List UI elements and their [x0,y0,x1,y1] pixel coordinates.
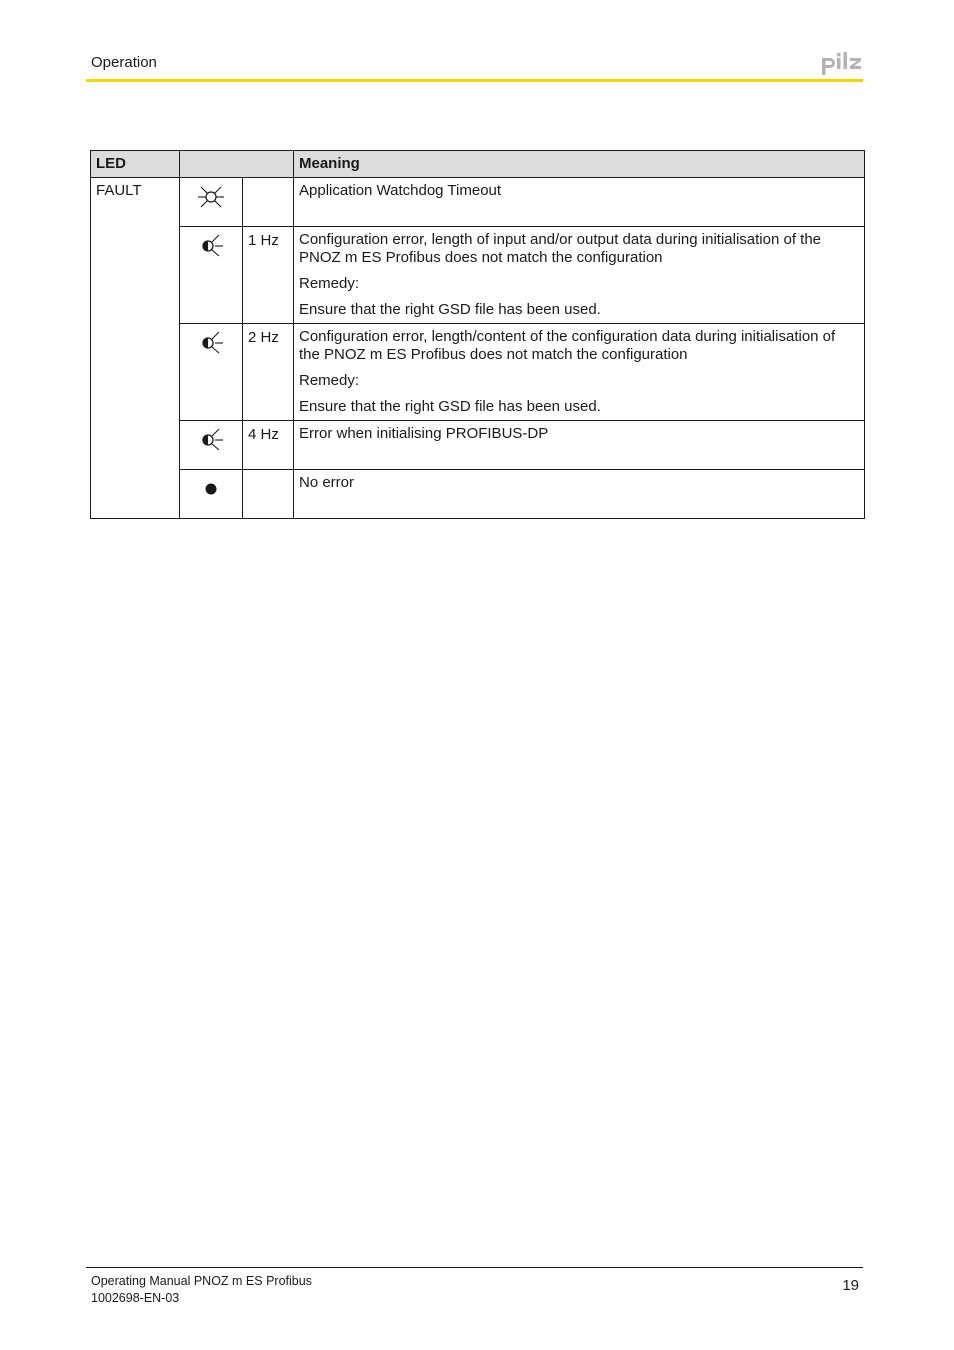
meaning-cell [294,470,865,519]
led-state-symbol [180,470,243,519]
document-number: 1002698-EN-03 [91,1291,180,1305]
pilz-logo [820,50,864,78]
led-state-symbol [180,227,243,324]
column-header-led: LED [91,151,180,178]
remedy-label: Remedy: [299,275,360,292]
led-name: FAULT [91,178,180,519]
meaning-text: No error [299,474,355,491]
led-off-icon [196,476,226,502]
led-status-table [90,150,865,519]
led-blinking-icon [196,233,226,257]
meaning-cell [294,178,865,227]
blink-frequency: 2 Hz [243,324,294,421]
table-row [91,227,865,324]
header-section-title: Operation [91,54,157,71]
footer-rule [86,1267,863,1268]
page-number: 19 [842,1277,859,1294]
blink-frequency [243,470,294,519]
footer-info [91,1273,312,1307]
led-state-symbol [180,421,243,470]
blink-frequency [243,178,294,227]
meaning-cell [294,324,865,421]
meaning-cell [294,421,865,470]
led-flashing-icon [196,184,226,210]
remedy-label: Remedy: [299,372,360,389]
blink-frequency: 4 Hz [243,421,294,470]
meaning-text: Configuration error, length/content of the configuration data during initialisation of the PNOZ m ES Profibus does not match the configuration [299,328,836,363]
meaning-text: Configuration error, length of input and/or output data during initialisation of the PNOZ m ES Profibus does not match the configuration [299,231,822,266]
table-row [91,178,865,227]
led-blinking-icon [196,330,226,354]
led-state-symbol [180,324,243,421]
table-row [91,470,865,519]
meaning-text: Error when initialising PROFIBUS-DP [299,425,549,442]
led-state-symbol [180,178,243,227]
column-header-meaning: Meaning [294,151,865,178]
table-header-row [91,151,865,178]
table-row [91,324,865,421]
meaning-cell [294,227,865,324]
meaning-text: Application Watchdog Timeout [299,182,502,199]
blink-frequency: 1 Hz [243,227,294,324]
remedy-text: Ensure that the right GSD file has been used. [299,398,601,415]
remedy-text: Ensure that the right GSD file has been used. [299,301,601,318]
table-row [91,421,865,470]
column-header-state [180,151,294,178]
manual-title: Operating Manual PNOZ m ES Profibus [91,1274,312,1288]
header-rule [86,79,863,82]
led-blinking-icon [196,427,226,451]
